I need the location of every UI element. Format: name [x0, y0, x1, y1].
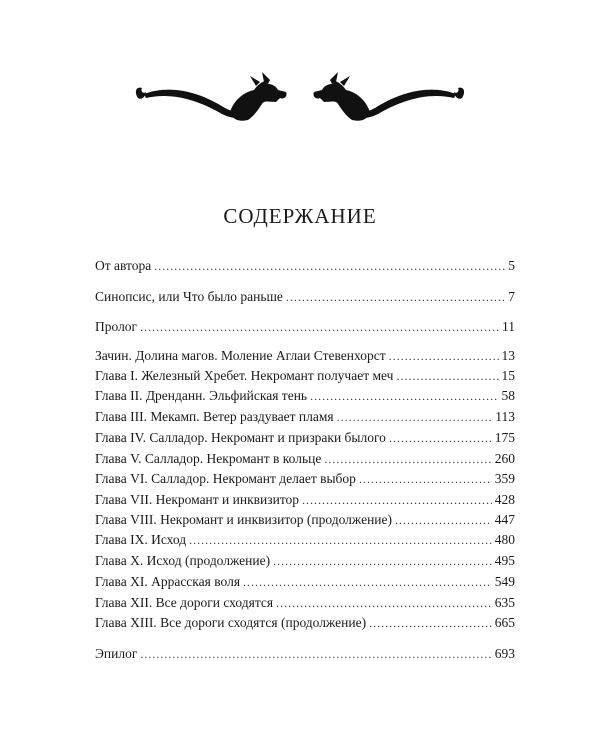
toc-entry[interactable] [95, 551, 515, 571]
toc-entry-page: 58 [501, 388, 515, 403]
toc-entry-title: Глава III. Мекамп. Ветер раздувает пламя [95, 409, 334, 424]
toc-entry-title: Глава XII. Все дороги сходятся [95, 595, 274, 610]
toc-entry-title: Глава XIII. Все дороги сходятся (продолжение) [95, 615, 367, 630]
toc-entry-page: 11 [502, 319, 515, 334]
dot-leader [310, 386, 498, 406]
toc-entry-page: 428 [494, 492, 515, 507]
toc-entry[interactable] [95, 490, 515, 510]
toc-entry[interactable] [95, 613, 515, 633]
dot-leader [369, 613, 492, 633]
toc-entry-page: 447 [494, 512, 515, 527]
dot-leader [276, 593, 492, 613]
toc-entry[interactable] [95, 317, 515, 337]
toc-entry-title: Эпилог [95, 646, 138, 661]
toc-entry-page: 495 [494, 553, 515, 568]
toc-entry[interactable] [95, 593, 515, 613]
dot-leader [324, 449, 491, 469]
left-dragon-icon [136, 72, 287, 121]
toc-entry-page: 665 [494, 615, 515, 630]
twin-dragons-icon [130, 72, 470, 136]
dot-leader [286, 287, 505, 307]
toc-entry[interactable] [95, 572, 515, 592]
toc-entry-page: 549 [494, 574, 515, 589]
toc-entry-page: 15 [501, 368, 515, 383]
toc-entry-page: 260 [494, 451, 515, 466]
toc-entry-page: 113 [495, 409, 515, 424]
toc-entry-page: 5 [508, 258, 515, 273]
right-dragon-icon [313, 72, 464, 121]
toc-entry-title: Глава II. Дренданн. Эльфийская тень [95, 388, 308, 403]
toc-entry-page: 480 [494, 532, 515, 547]
dot-leader [273, 551, 492, 571]
toc-entry-title: Глава VIII. Некромант и инквизитор (продолжение) [95, 512, 392, 527]
toc-entry[interactable] [95, 386, 515, 406]
toc-entry-title: Глава IX. Исход [95, 532, 187, 547]
toc-entry-title: Глава VII. Некромант и инквизитор [95, 492, 300, 507]
dot-leader [337, 407, 493, 427]
toc-entry[interactable] [95, 256, 515, 276]
dot-leader [243, 572, 492, 592]
toc-entry[interactable] [95, 407, 515, 427]
dot-leader [389, 346, 499, 366]
dot-leader [140, 644, 491, 664]
toc-entry-title: От автора [95, 258, 152, 273]
page-title: СОДЕРЖАНИЕ [223, 204, 377, 228]
toc-entry-title: Глава V. Салладор. Некромант в кольце [95, 451, 322, 466]
toc-entry-title: Зачин. Долина магов. Моление Аглаи Стевенхорст [95, 348, 386, 363]
dot-leader [359, 469, 492, 489]
dot-leader [140, 317, 499, 337]
toc-entry[interactable] [95, 530, 515, 550]
dot-leader [154, 256, 505, 276]
dot-leader [302, 490, 492, 510]
toc-entry[interactable] [95, 510, 515, 530]
toc-entry-page: 635 [494, 595, 515, 610]
toc-entry-page: 693 [494, 646, 515, 661]
toc-entry-title: Синопсис, или Что было раньше [95, 289, 283, 304]
toc-entry-page: 175 [494, 430, 515, 445]
toc-entry[interactable] [95, 366, 515, 386]
toc-entry[interactable] [95, 449, 515, 469]
toc-entry-page: 359 [494, 471, 515, 486]
toc-entry-title: Глава X. Исход (продолжение) [95, 553, 271, 568]
toc-entry[interactable] [95, 644, 515, 664]
toc-entry[interactable] [95, 346, 515, 366]
toc-entry-page: 7 [508, 289, 515, 304]
toc-entry-title: Глава I. Железный Хребет. Некромант получает меч [95, 368, 394, 383]
dot-leader [389, 428, 492, 448]
toc-entry-page: 13 [501, 348, 515, 363]
toc-entry-title: Глава XI. Аррасская воля [95, 574, 241, 589]
dot-leader [396, 366, 498, 386]
toc-entry[interactable] [95, 428, 515, 448]
toc-entry-title: Пролог [95, 319, 138, 334]
toc-entry[interactable] [95, 469, 515, 489]
toc-entry-title: Глава VI. Салладор. Некромант делает выбор [95, 471, 356, 486]
toc-entry-title: Глава IV. Салладор. Некромант и призраки былого [95, 430, 386, 445]
dot-leader [189, 530, 492, 550]
dot-leader [395, 510, 492, 530]
toc-entry[interactable] [95, 287, 515, 307]
